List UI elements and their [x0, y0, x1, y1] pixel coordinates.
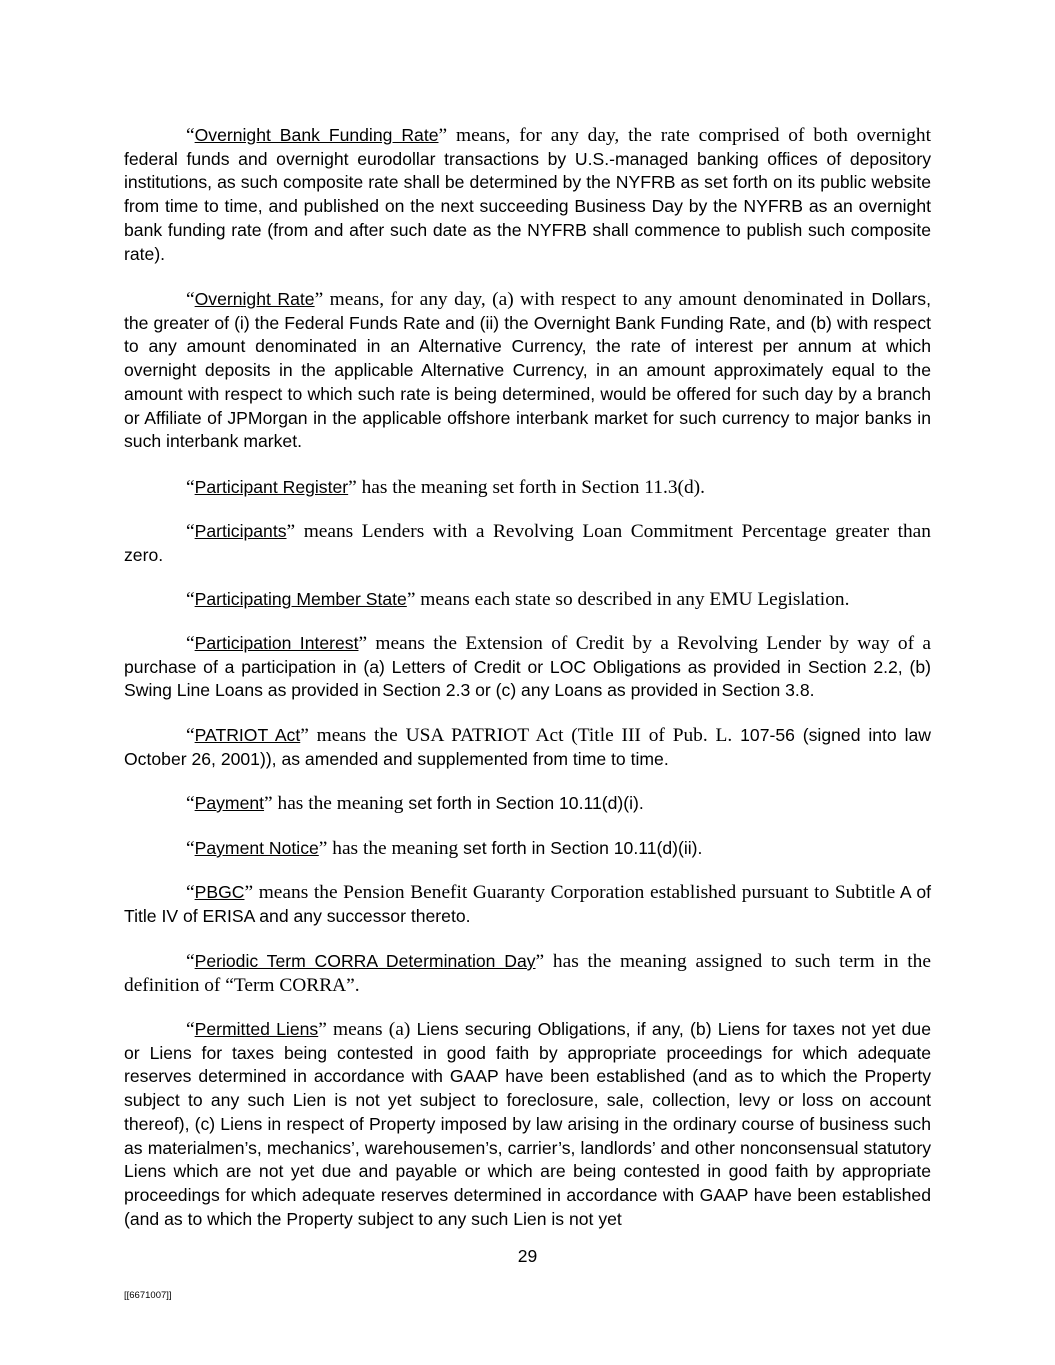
definition-body: 107-56 (signed into law October 26, 2001)), as amended and supplemented from time to time.: [124, 725, 931, 769]
definition-lead: ” has the meaning set forth in Section 11.3(d).: [348, 477, 705, 498]
defined-term: Overnight Rate: [194, 289, 315, 309]
definition-lead: ” has the meaning: [264, 793, 404, 814]
open-quote: “: [186, 125, 195, 146]
definition-overnight-rate: [124, 288, 931, 454]
definition-body: purchase of a participation in (a) Letters of Credit or LOC Obligations as provided in Section 2.2, (b) Swing Line Loans as provided in Section 2.3 or (c) any Loans as provided in Section 3.8.: [124, 656, 931, 701]
definition-lead: ” means the Extension of Credit by a Revolving Lender by way of a: [358, 633, 931, 654]
definition-overnight-bank-funding-rate: [124, 124, 931, 266]
open-quote: “: [186, 633, 195, 654]
defined-term: PATRIOT Act: [194, 725, 301, 745]
definition-lead: ” means (a): [318, 1019, 411, 1040]
definition-body: Liens securing Obligations, if any, (b) Liens for taxes not yet due or Liens for taxes being contested in good faith by appropriate proceedings for which adequate reserves determined in accordance with GAAP have been established (and as to which the Property subject to any such Lien is not yet subject to foreclosure, sale, collection, levy or loss on account thereof), (c) Liens in respect of Property imposed by law arising in the ordinary course of business such as materialmen’s, mechanics’, warehousemen’s, carrier’s, landlords’ and other nonconsensual statutory Liens which are not yet due and payable or which are being contested in good faith by appropriate proceedings for which adequate reserves determined in accordance with GAAP have been established (and as to which the Property subject to any such Lien is not yet: [124, 1019, 931, 1229]
definition-payment: [124, 792, 931, 816]
definition-body: Dollars, the greater of (i) the Federal Funds Rate and (ii) the Overnight Bank Funding Rate, and (b) with respect to any amount denominated in an Alternative Currency, the rate of interest per annum at which overnight deposits in the applicable Alternative Currency, in an amount approximately equal to the amount with respect to which such rate is being determined, would be offered for such day by a branch or Affiliate of JPMorgan in the applicable offshore interbank market for such currency to major banks in such interbank market.: [124, 289, 931, 452]
definition-lead: ” means each state so described in any EMU Legislation.: [406, 589, 850, 610]
definition-body: set forth in Section 10.11(d)(ii).: [463, 838, 703, 858]
open-quote: “: [186, 725, 195, 746]
defined-term: Participants: [194, 521, 287, 541]
definition-participation-interest: [124, 632, 931, 703]
page-number: 29: [517, 1246, 538, 1266]
definition-lead: ” means, for any day, the rate comprised of both overnight: [438, 125, 931, 146]
definition-periodic-term-corra-determination-day: [124, 950, 931, 997]
definition-payment-notice: [124, 837, 931, 861]
definition-lead: ” means, for any day, (a) with respect to any amount denominated in: [314, 289, 865, 310]
open-quote: “: [186, 477, 195, 498]
defined-term: Participation Interest: [194, 633, 359, 653]
open-quote: “: [186, 882, 195, 903]
defined-term: Participant Register: [194, 477, 349, 497]
open-quote: “: [186, 289, 195, 310]
definition-lead: ” means the Pension Benefit Guaranty Corporation established pursuant to Subtitle: [244, 882, 896, 903]
definition-body: zero.: [124, 544, 164, 565]
definition-body: A of Title IV of ERISA and any successor thereto.: [124, 882, 932, 926]
open-quote: “: [186, 589, 195, 610]
document-id: [[6671007]]: [124, 1290, 172, 1301]
definition-participants: [124, 520, 931, 567]
open-quote: “: [186, 793, 195, 814]
open-quote: “: [186, 951, 195, 972]
definition-lead: ” means the USA PATRIOT Act (Title III of Pub. L.: [300, 725, 733, 746]
definition-permitted-liens: [124, 1018, 931, 1231]
defined-term: Permitted Liens: [194, 1019, 319, 1039]
definition-lead: ” has the meaning: [318, 838, 459, 859]
defined-term: Payment Notice: [194, 838, 319, 858]
open-quote: “: [186, 838, 195, 859]
defined-term: Periodic Term CORRA Determination Day: [194, 951, 536, 971]
definition-pbgc: [124, 881, 931, 928]
definition-participating-member-state: [124, 588, 931, 612]
definition-body: set forth in Section 10.11(d)(i).: [408, 793, 644, 813]
defined-term: Participating Member State: [194, 589, 407, 609]
definition-body: federal funds and overnight eurodollar transactions by U.S.-managed banking offices of depository institutions, as such composite rate shall be determined by the NYFRB as set forth on its public website from time to time, and published on the next succeeding Business Day by the NYFRB as an overnight bank funding rate (from and after such date as the NYFRB shall commence to publish such composite rate).: [124, 148, 931, 264]
definition-lead: ” means Lenders with a Revolving Loan Commitment Percentage greater than: [286, 521, 931, 542]
defined-term: Payment: [194, 793, 265, 813]
definition-participant-register: [124, 476, 931, 500]
definition-patriot-act: [124, 724, 931, 771]
defined-term: PBGC: [194, 882, 245, 902]
definition-lead: ” has the meaning assigned to such term in the definition of “Term CORRA”.: [124, 951, 931, 996]
defined-term: Overnight Bank Funding Rate: [194, 125, 439, 145]
open-quote: “: [186, 521, 195, 542]
open-quote: “: [186, 1019, 195, 1040]
